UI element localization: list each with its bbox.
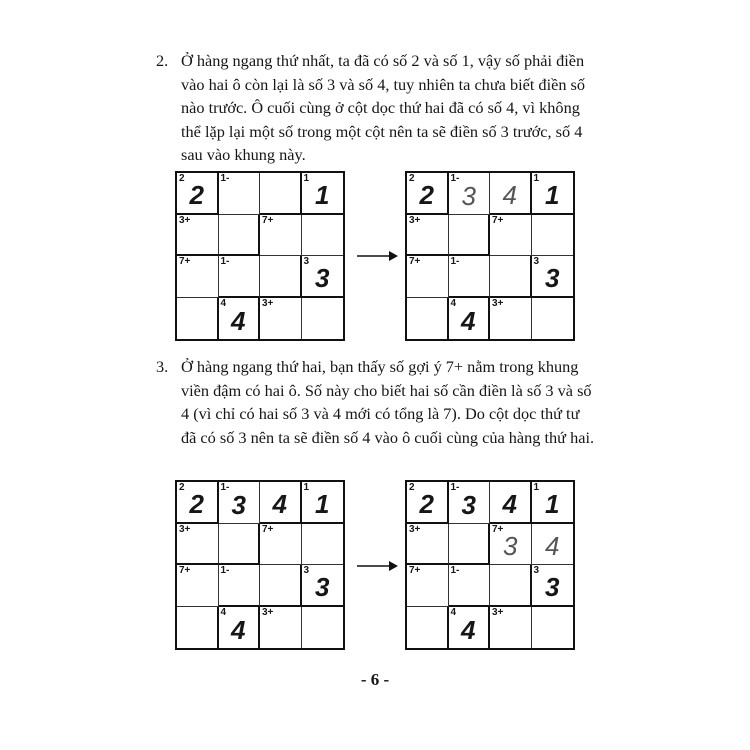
cell-value: 4	[272, 488, 287, 519]
cage-clue: 4	[220, 606, 227, 618]
cage-clue: 3+	[179, 523, 191, 535]
cage-clue: 3+	[492, 297, 504, 309]
grid-cell	[449, 298, 491, 340]
cage-clue: 1	[303, 173, 310, 184]
cage-clue: 1-	[450, 565, 460, 576]
cage-clue: 2	[409, 482, 415, 493]
cell-value: 1	[545, 179, 560, 210]
grid-cell	[532, 215, 574, 257]
grid-cell	[407, 256, 449, 298]
grid-cell	[490, 607, 532, 649]
cell-value: 4	[461, 615, 476, 645]
grid-cell	[302, 565, 344, 607]
cage-clue: 3+	[262, 606, 274, 618]
grid-cell	[490, 565, 532, 607]
grid-cell	[490, 215, 532, 257]
cage-clue: 2	[179, 173, 185, 184]
grid-cell	[177, 173, 219, 215]
grid-cell	[449, 173, 491, 215]
puzzle-grid-step2-before	[175, 171, 345, 341]
grid-cell	[302, 298, 344, 340]
cell-value: 1	[545, 488, 560, 519]
cage-clue: 3	[533, 256, 540, 267]
cage-clue: 4	[450, 297, 457, 309]
cage-clue: 3+	[409, 214, 421, 226]
grid-cell	[490, 298, 532, 340]
grid-cell	[260, 524, 302, 566]
cage-clue: 7+	[492, 523, 504, 535]
cell-value: 1	[315, 179, 330, 210]
arrow-right-icon	[355, 558, 399, 574]
grid-cell	[177, 482, 219, 524]
cell-value: 3	[503, 531, 518, 561]
grid-cell	[219, 215, 261, 257]
grid-cell	[260, 482, 302, 524]
cell-value: 4	[502, 488, 517, 519]
grid-cell	[407, 524, 449, 566]
cell-value: 3	[231, 489, 246, 520]
cell-value: 3	[461, 489, 476, 520]
cage-clue: 1	[533, 173, 540, 184]
cell-value: 3	[461, 180, 476, 211]
grid-cell	[302, 215, 344, 257]
grid-cell	[532, 298, 574, 340]
cage-clue: 7+	[262, 523, 274, 535]
grid-cell	[302, 482, 344, 524]
grid-cell	[407, 482, 449, 524]
cage-clue: 7+	[179, 256, 191, 267]
cage-clue: 4	[450, 606, 457, 618]
cage-clue: 3+	[179, 214, 191, 226]
cage-clue: 3	[303, 256, 310, 267]
cage-clue: 1-	[450, 173, 460, 184]
grid-cell	[532, 482, 574, 524]
puzzle-grid-step3-before	[175, 480, 345, 650]
step-number: 2.	[156, 51, 169, 70]
cell-value: 4	[231, 306, 246, 336]
cage-clue: 1	[303, 482, 310, 493]
grid-cell	[302, 524, 344, 566]
grid-cell	[177, 256, 219, 298]
cage-clue: 1-	[220, 256, 230, 267]
grid-cell	[177, 215, 219, 257]
cage-clue: 3+	[262, 297, 274, 309]
grid-cell	[260, 215, 302, 257]
grid-cell	[532, 607, 574, 649]
grid-cell	[219, 524, 261, 566]
cage-clue: 3+	[409, 523, 421, 535]
cell-value: 1	[315, 488, 330, 519]
grid-cell	[532, 524, 574, 566]
cage-clue: 1-	[220, 173, 230, 184]
grid-cell	[302, 256, 344, 298]
grid-cell	[490, 256, 532, 298]
cage-clue: 3	[533, 565, 540, 576]
grid-cell	[177, 298, 219, 340]
grid-cell	[219, 607, 261, 649]
cell-value: 3	[315, 571, 330, 602]
grid-cell	[219, 482, 261, 524]
puzzle-grid-step2-after	[405, 171, 575, 341]
grid-cell	[407, 215, 449, 257]
grid-cell	[407, 173, 449, 215]
grid-cell	[260, 298, 302, 340]
grid-cell	[449, 607, 491, 649]
step-text: Ở hàng ngang thứ hai, bạn thấy số gợi ý 7+ nằm trong khung viền đậm có hai ô. Số này cho biết hai số cần điền là số 3 và số 4 (vì chỉ có hai số 3 và 4 mới có tổng là 7). Do cột dọc thứ tư đã có số 3 nên ta sẽ điền số 4 vào ô cuối cùng của hàng thứ hai.	[181, 357, 595, 447]
cage-clue: 1-	[450, 482, 460, 493]
cage-clue: 3	[303, 565, 310, 576]
instruction-step-3	[156, 355, 596, 449]
grid-cell	[407, 565, 449, 607]
grid-cell	[449, 256, 491, 298]
cage-clue: 2	[409, 173, 415, 184]
page-number: - 6 -	[360, 670, 390, 689]
grid-cell	[449, 482, 491, 524]
grid-cell	[407, 298, 449, 340]
cage-clue: 7+	[262, 214, 274, 226]
grid-cell	[302, 173, 344, 215]
cell-value: 4	[231, 615, 246, 645]
instruction-step-2	[156, 49, 596, 167]
puzzle-grid-step3-after	[405, 480, 575, 650]
grid-cell	[219, 256, 261, 298]
cell-value: 2	[419, 488, 434, 519]
grid-cell	[532, 256, 574, 298]
grid-cell	[219, 298, 261, 340]
grid-cell	[177, 565, 219, 607]
grid-cell	[177, 524, 219, 566]
grid-cell	[532, 565, 574, 607]
cage-clue: 4	[220, 297, 227, 309]
grid-cell	[260, 256, 302, 298]
cell-value: 4	[545, 531, 560, 561]
grid-cell	[260, 173, 302, 215]
cage-clue: 7+	[492, 214, 504, 226]
cell-value: 3	[545, 571, 560, 602]
grid-cell	[260, 607, 302, 649]
cell-value: 4	[502, 179, 517, 210]
grid-cell	[490, 173, 532, 215]
cell-value: 2	[189, 179, 204, 210]
grid-cell	[177, 607, 219, 649]
cage-clue: 3+	[492, 606, 504, 618]
cage-clue: 7+	[409, 565, 421, 576]
grid-cell	[449, 524, 491, 566]
cell-value: 4	[461, 306, 476, 336]
cage-clue: 1-	[220, 565, 230, 576]
cage-clue: 1-	[220, 482, 230, 493]
grid-cell	[449, 215, 491, 257]
grid-cell	[532, 173, 574, 215]
cell-value: 2	[419, 179, 434, 210]
grid-cell	[219, 565, 261, 607]
cage-clue: 7+	[179, 565, 191, 576]
grid-cell	[407, 607, 449, 649]
cage-clue: 1-	[450, 256, 460, 267]
cell-value: 3	[315, 262, 330, 293]
grid-cell	[260, 565, 302, 607]
cage-clue: 7+	[409, 256, 421, 267]
arrow-right-icon	[355, 248, 399, 264]
cage-clue: 2	[179, 482, 185, 493]
cage-clue: 1	[533, 482, 540, 493]
grid-cell	[219, 173, 261, 215]
grid-cell	[490, 524, 532, 566]
grid-cell	[302, 607, 344, 649]
step-number: 3.	[156, 357, 169, 376]
step-text: Ở hàng ngang thứ nhất, ta đã có số 2 và số 1, vậy số phải điền vào hai ô còn lại là số 3 và số 4, tuy nhiên ta chưa biết điền số nào trước. Ô cuối cùng ở cột dọc thứ hai đã có số 4, vì không thể lặp lại một số trong một cột nên ta sẽ điền số 3 trước, số 4 sau vào khung này.	[181, 51, 586, 164]
cell-value: 3	[545, 262, 560, 293]
grid-cell	[449, 565, 491, 607]
grid-cell	[490, 482, 532, 524]
cell-value: 2	[189, 488, 204, 519]
